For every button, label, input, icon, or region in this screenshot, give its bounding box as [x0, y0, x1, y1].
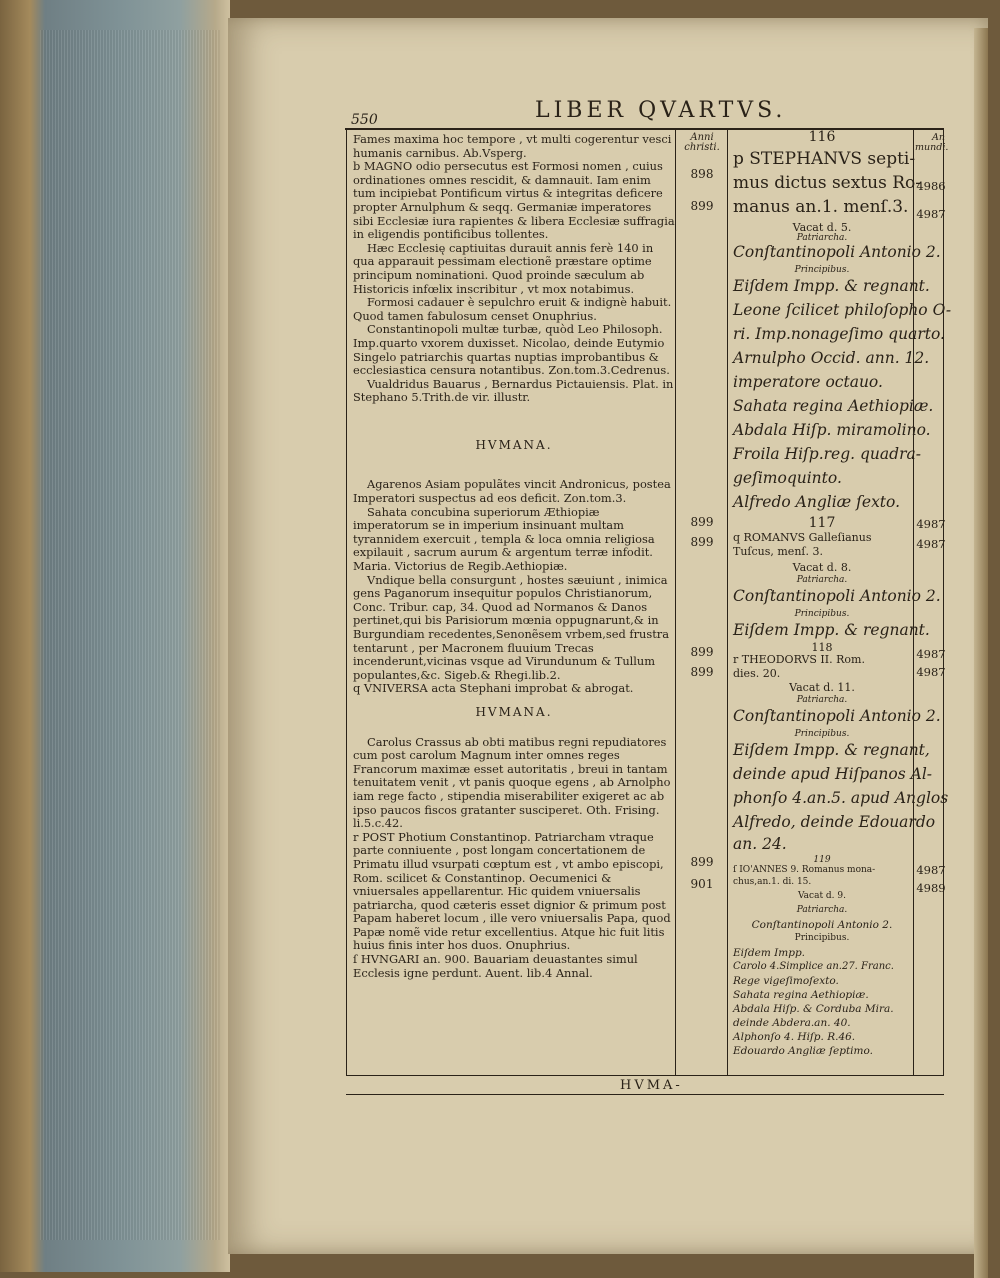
- paragraph: Formosi cadauer è sepulchro eruit & indignè habuit. Quod tamen fabulosum censet Onuphrius.: [353, 295, 672, 323]
- entry-line: Conſtantinopoli Antonio 2.: [733, 587, 941, 605]
- table-frame: [346, 128, 952, 1076]
- entry-line: phonſo 4.an.5. apud Anglos: [733, 789, 949, 807]
- paragraph: Vualdridus Bauarus , Bernardus Pictauiensis. Plat. in Stephano 5.Trith.de vir. illustr.: [353, 376, 674, 405]
- entry-line: Rege vigeſimoſexto.: [733, 975, 839, 987]
- year-entry: 899: [690, 645, 714, 659]
- year-entry: 899: [690, 515, 714, 529]
- entry-line: Sahata regina Aethiopiæ.: [733, 397, 934, 415]
- year-entry: 4986: [916, 179, 946, 193]
- entry-line: Edouardo Angliæ ſeptimo.: [733, 1045, 873, 1057]
- commentary-column: [353, 133, 675, 980]
- vacancy-line: Vacat d. 9.: [798, 891, 846, 901]
- paragraph: Fames maxima hoc tempore , vt multi cogerentur vesci humanis carnibus. Ab.Vsperg.: [353, 132, 672, 160]
- entry-line: Eiſdem Impp. & regnant,: [733, 741, 930, 759]
- entry-line: Alfredo, deinde Edouardo: [733, 813, 936, 831]
- pope-entry-line: ſ IO'ANNES 9. Romanus mona-: [733, 865, 876, 875]
- page-number: 550: [351, 112, 378, 128]
- catchword: HVMA-: [620, 1078, 683, 1093]
- year-entry: 4987: [916, 863, 946, 877]
- column-label: mundi.: [915, 142, 949, 153]
- column-divider: [727, 129, 728, 1075]
- entry-line: Conſtantinopoli Antonio 2.: [733, 243, 941, 261]
- paragraph: Constantinopoli multæ turbæ, quòd Leo Philosoph. Imp.quarto vxorem duxisset. Nicolao, deinde Eutymio Singelo patriarchis quartas nuptias improbantibus & ecclesiastica censura notantibus. Zon.tom.3.Cedrenus.: [353, 322, 670, 378]
- entry-line: Eiſdem Impp. & regnant.: [733, 277, 930, 295]
- vacancy-line: Vacat d. 11.: [789, 681, 855, 694]
- pope-entry-line: mus dictus sextus Ro-: [733, 173, 922, 193]
- section-heading: HVMANA.: [475, 437, 553, 452]
- subheading: Principibus.: [794, 265, 850, 275]
- entry-line: Carolo 4.Simplice an.27. Franc.: [733, 961, 894, 972]
- subheading: Principibus.: [794, 729, 850, 739]
- column-label: Anni: [690, 132, 714, 143]
- year-entry: 4987: [916, 665, 946, 679]
- entry-line: Arnulpho Occid. ann. 12.: [733, 349, 930, 367]
- vacancy-line: Vacat d. 5.: [792, 221, 852, 234]
- year-entry: 4989: [916, 881, 946, 895]
- entry-line: Eiſdem Impp. & regnant.: [733, 621, 930, 639]
- footer-rule: [346, 1094, 944, 1095]
- pope-entry-line: r THEODORVS II. Rom.: [733, 653, 865, 666]
- entry-line: Leone ſcilicet philoſopho O-: [733, 301, 952, 319]
- subheading: Patriarcha.: [796, 695, 848, 705]
- year-entry: 4987: [916, 647, 946, 661]
- paragraph: r POST Photium Constantinop. Patriarcham vtraque parte conniuente , post longam concertationem de Primatu illud vsurpati cœptum est , vt ambo episcopi, Rom. scilicet & Constantinop. Oecumenici & vniuersales appellarentur. Hic quidem vniuersalis patriarcha, quod cæteris esset dignior & primum post Papam haberet locum , ille vero vniuersalis Papa, quod Papæ nomẽ vide retur excellentius. Atque hic fuit litis huius finis inter hos duos. Onuphrius.: [353, 829, 671, 953]
- subheading: Patriarcha.: [796, 575, 848, 585]
- year-entry: 898: [690, 167, 714, 181]
- year-entry: 899: [690, 199, 714, 213]
- entry-line: an. 24.: [733, 835, 787, 853]
- subheading: Principibus.: [794, 609, 850, 619]
- year-entry: 899: [690, 855, 714, 869]
- entry-number: 116: [808, 129, 836, 145]
- year-entry: 899: [690, 535, 714, 549]
- pope-entry-line: Tuſcus, menſ. 3.: [733, 545, 823, 558]
- paragraph: Vndique bella consurgunt , hostes sæuiunt , inimica gens Paganorum insequitur populos Christianorum, Conc. Tribur. cap, 34. Quod ad Normanos & Danos pertinet,qui bis Parisiorum mœnia oppugnarunt,& in Burgundiam recedentes,Senonẽsem vrbem,sed frustra tentarunt , per Macronem fluuium Trecas incenderunt,vicinas vsque ad Virundunum & Tullum populantes,&c. Sigeb.& Rhegi.lib.2.: [353, 572, 670, 682]
- pope-entry-line: manus an.1. menſ.3.: [733, 197, 909, 217]
- paragraph: Sahata concubina superiorum Æthiopiæ imperatorum se in imperium insinuant multam tyrannidem exercuit , templa & loca omnia religiosa expilauit , sacrum aurum & argentum terræ infodit. Maria. Victorius de Regib.Aethiopiæ.: [353, 504, 655, 574]
- right-page-edge: [974, 28, 988, 1278]
- year-entry: 899: [690, 665, 714, 679]
- pope-entry-line: q ROMANVS Galleſianus: [733, 531, 872, 544]
- year-entry: 901: [690, 877, 714, 891]
- entry-line: ri. Imp.nonageſimo quarto.: [733, 325, 945, 343]
- pope-entry-line: p STEPHANVS septi-: [733, 149, 916, 169]
- subheading: Patriarcha.: [796, 233, 848, 243]
- entry-number: 118: [811, 641, 833, 654]
- paragraph: q VNIVERSA acta Stephani improbat & abrogat.: [353, 681, 634, 696]
- entry-line: deinde Abdera.an. 40.: [733, 1017, 851, 1029]
- paragraph: Hæc Ecclesię captiuitas durauit annis ferè 140 in qua apparauit pessimam electionẽ præstare optime principum nominationi. Quod proinde sæculum ab Historicis infœlix inscribitur , vt mox notabimus.: [353, 240, 654, 296]
- subheading: Principibus.: [794, 933, 850, 943]
- entry-line: geſimoquinto.: [733, 469, 842, 487]
- entry-line: Alphonſo 4. Hiſp. R.46.: [733, 1031, 856, 1043]
- paragraph: ſ HVNGARI an. 900. Bauariam deuastantes simul Ecclesis igne perdunt. Auent. lib.4 Annal.: [353, 952, 638, 980]
- page-edge-texture: [40, 30, 220, 1240]
- book-section-title: LIBER QVARTVS.: [535, 98, 787, 123]
- column-label: christi.: [684, 142, 720, 153]
- pope-entry-line: dies. 20.: [733, 667, 781, 680]
- anni-mundi-column: [915, 132, 949, 895]
- column-divider: [675, 129, 676, 1075]
- entry-line: Abdala Hiſp. miramolino.: [733, 421, 931, 439]
- subheading: Patriarcha.: [796, 905, 848, 915]
- anni-christi-column: [677, 132, 727, 891]
- pope-entry-line: chus,an.1. di. 15.: [733, 877, 812, 887]
- entry-line: Eiſdem Impp.: [733, 947, 806, 959]
- entry-number: 117: [808, 515, 836, 531]
- entry-line: Conſtantinopoli Antonio 2.: [751, 919, 893, 931]
- paragraph: Agarenos Asiam populãtes vincit Andronicus, postea Imperatori suspectus ad eos deficit. Zon.tom.3.: [353, 477, 671, 506]
- year-entry: 4987: [916, 207, 946, 221]
- entry-line: Abdala Hiſp. & Corduba Mira.: [733, 1003, 894, 1015]
- vacancy-line: Vacat d. 8.: [792, 561, 852, 574]
- year-entry: 4987: [916, 517, 946, 531]
- book-page-edges: [0, 0, 230, 1272]
- entry-line: Froila Hiſp.reg. quadra-: [733, 445, 921, 463]
- entry-line: deinde apud Hiſpanos Al-: [733, 765, 933, 783]
- paragraph: b MAGNO odio persecutus est Formosi nomen , cuius ordinationes omnes rescidit, & damnauit. Iam enim tum incipiebat Pontificum virtus & integritas deficere propter Arnulphum & seqq. Germaniæ imperatores sibi Ecclesiæ iura rapientes & libera Ecclesiæ suffragia in eligendis pontificibus tollentes.: [353, 159, 675, 242]
- column-label: An: [932, 132, 945, 143]
- year-entry: 4987: [916, 537, 946, 551]
- running-head: [345, 98, 945, 128]
- entry-line: Alfredo Angliæ ſexto.: [733, 493, 901, 511]
- entry-line: imperatore octauo.: [733, 373, 883, 391]
- section-heading: HVMANA.: [475, 704, 553, 719]
- paragraph: Carolus Crassus ab obti matibus regni repudiatores cum post carolum Magnum inter omnes reges Francorum maximæ esset autoritatis , breui in tantam tenuitatem venit , vt panis quoque egens , ab Arnolpho iam rege facto , stipendia miserabiliter exigeret ac ab ipso paucos fiscos gratanter susciperet. Oth. Frising. li.5.c.42.: [353, 734, 671, 831]
- entry-line: Conſtantinopoli Antonio 2.: [733, 707, 941, 725]
- entry-line: Sahata regina Aethiopiæ.: [733, 989, 869, 1001]
- entry-number: 119: [813, 855, 831, 865]
